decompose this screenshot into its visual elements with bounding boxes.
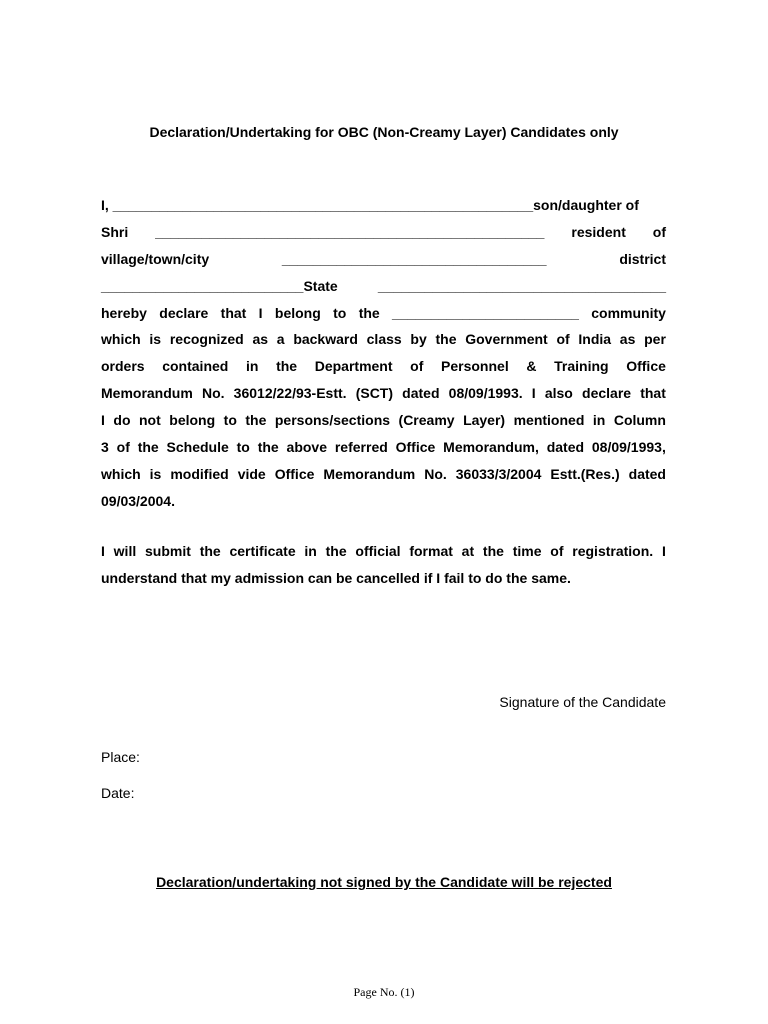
declaration-word: No. [424, 465, 447, 482]
rejection-warning-text: Declaration/undertaking not signed by the Candidate will be rejected [156, 874, 612, 890]
declaration-word: class [366, 331, 402, 348]
declaration-line [101, 219, 666, 246]
submission-word: the [199, 543, 221, 559]
declaration-word: ________________________ [392, 304, 579, 321]
declaration-line [101, 246, 666, 273]
declaration-word: in [592, 412, 606, 429]
declaration-word: (Creamy [398, 412, 455, 429]
declaration-word: 3 [101, 439, 109, 456]
declaration-word: & [526, 358, 537, 375]
declaration-word: above [286, 439, 328, 456]
declaration-word: belong [274, 304, 321, 321]
declaration-word: backward [293, 331, 358, 348]
declaration-line [101, 434, 666, 461]
submission-line [101, 538, 666, 565]
signature-label: Signature of the Candidate [499, 694, 666, 710]
declaration-word: the [257, 439, 279, 456]
declaration-word: resident [571, 223, 626, 240]
submission-word: the [482, 543, 504, 559]
declaration-word: vide [237, 465, 266, 482]
declaration-word: by [410, 331, 427, 348]
declaration-word: do [113, 412, 131, 429]
declaration-word: I [258, 304, 263, 321]
submission-word: at [461, 543, 475, 559]
declaration-word: Column [613, 412, 666, 429]
declaration-word: India [578, 331, 612, 348]
declaration-word: belong [169, 412, 216, 429]
declaration-word: I [101, 412, 105, 429]
declaration-word: which [101, 465, 141, 482]
declaration-word: Department [314, 358, 393, 375]
submission-word: of [550, 543, 564, 559]
declaration-word: __________________________________________________ [155, 223, 545, 240]
declaration-word: persons/sections [274, 412, 391, 429]
declaration-word: to [236, 439, 250, 456]
submission-word: understand that my admission can be cancelled if I fail to do the same. [101, 569, 571, 586]
declaration-word: Office [626, 358, 666, 375]
declaration-word: dated [402, 385, 440, 402]
submission-word: I [101, 543, 105, 559]
submission-paragraph [101, 538, 666, 592]
declaration-line [101, 353, 666, 380]
declaration-word: _____________________________________ [377, 277, 666, 294]
declaration-word: referred [334, 439, 388, 456]
declaration-word: 36033/3/2004 [455, 465, 542, 482]
place-label: Place: [101, 749, 140, 765]
declaration-word: declare [159, 304, 209, 321]
declaration-word: is [149, 331, 162, 348]
submission-word: format [409, 543, 453, 559]
declaration-line [101, 488, 666, 515]
declaration-line [101, 192, 666, 219]
declaration-word: in [245, 358, 259, 375]
declaration-word: modified [170, 465, 229, 482]
declaration-word: Government [465, 331, 548, 348]
declaration-word: Shri [101, 223, 129, 240]
page-number: Page No. (1) [353, 985, 415, 999]
submission-word: time [512, 543, 542, 559]
declaration-line [101, 273, 666, 300]
declaration-word: district [619, 250, 666, 267]
declaration-word: per [644, 331, 666, 348]
submission-word: submit [145, 543, 191, 559]
declaration-word: (SCT) [355, 385, 394, 402]
declaration-word: that [220, 304, 247, 321]
date-label: Date: [101, 785, 135, 801]
declaration-line [101, 326, 666, 353]
submission-word: certificate [229, 543, 296, 559]
declaration-word: of [116, 439, 130, 456]
declaration-word: the [245, 412, 267, 429]
declaration-word: of [652, 223, 666, 240]
declaration-word: Training [554, 358, 609, 375]
declaration-word: mentioned [513, 412, 585, 429]
declaration-word: dated [628, 465, 666, 482]
declaration-word: to [333, 304, 347, 321]
declaration-word: is [149, 465, 162, 482]
submission-word: the [325, 543, 347, 559]
declaration-word: to [223, 412, 237, 429]
declaration-word: Layer) [463, 412, 506, 429]
declaration-word: Memorandum [323, 465, 416, 482]
declaration-word: Office [274, 465, 315, 482]
declaration-line [101, 461, 666, 488]
declaration-word: the [358, 304, 380, 321]
declaration-word: Memorandum, [443, 439, 539, 456]
declaration-word: which [101, 331, 141, 348]
declaration-word: a [276, 331, 285, 348]
declaration-word: Estt.(Res.) [550, 465, 620, 482]
declaration-word: Schedule [166, 439, 229, 456]
declaration-word: dated [546, 439, 585, 456]
declaration-word: 36012/22/93-Estt. [233, 385, 347, 402]
declaration-word: __________________________________ [281, 250, 547, 267]
declaration-word: community [591, 304, 666, 321]
submission-word: registration. [572, 543, 654, 559]
declaration-word: Memorandum [101, 385, 193, 402]
declaration-word: as [619, 331, 636, 348]
declaration-word: 09/03/2004. [101, 492, 175, 509]
declaration-word: declare [582, 385, 632, 402]
submission-word: I [661, 543, 666, 559]
submission-line [101, 565, 666, 592]
declaration-word: not [139, 412, 161, 429]
declaration-word: the [137, 439, 159, 456]
declaration-word: of [556, 331, 570, 348]
declaration-word: Office [395, 439, 436, 456]
declaration-word: I [531, 385, 536, 402]
declaration-word: 08/09/1993, [591, 439, 666, 456]
declaration-word: No. [201, 385, 225, 402]
declaration-word: contained [162, 358, 229, 375]
declaration-word: also [544, 385, 573, 402]
document-title: Declaration/Undertaking for OBC (Non-Creamy Layer) Candidates only [149, 124, 619, 140]
rejection-warning [0, 873, 768, 891]
declaration-word: village/town/city [101, 250, 210, 267]
declaration-word: the [435, 331, 457, 348]
declaration-word: that [640, 385, 666, 402]
submission-word: in [304, 543, 317, 559]
declaration-word: hereby [101, 304, 147, 321]
declaration-word: of [410, 358, 424, 375]
declaration-word: __________________________State [101, 277, 338, 294]
submission-word: official [355, 543, 401, 559]
declaration-word: 08/09/1993. [448, 385, 523, 402]
submission-word: will [113, 543, 137, 559]
declaration-paragraph [101, 192, 666, 515]
declaration-line [101, 380, 666, 407]
declaration-word: Personnel [441, 358, 509, 375]
declaration-line [101, 300, 666, 327]
declaration-word: as [252, 331, 269, 348]
declaration-word: recognized [169, 331, 244, 348]
declaration-word: I, ______________________________________________________son/daughter of [101, 197, 639, 213]
declaration-word: the [276, 358, 298, 375]
declaration-line [101, 407, 666, 434]
declaration-word: orders [101, 358, 145, 375]
